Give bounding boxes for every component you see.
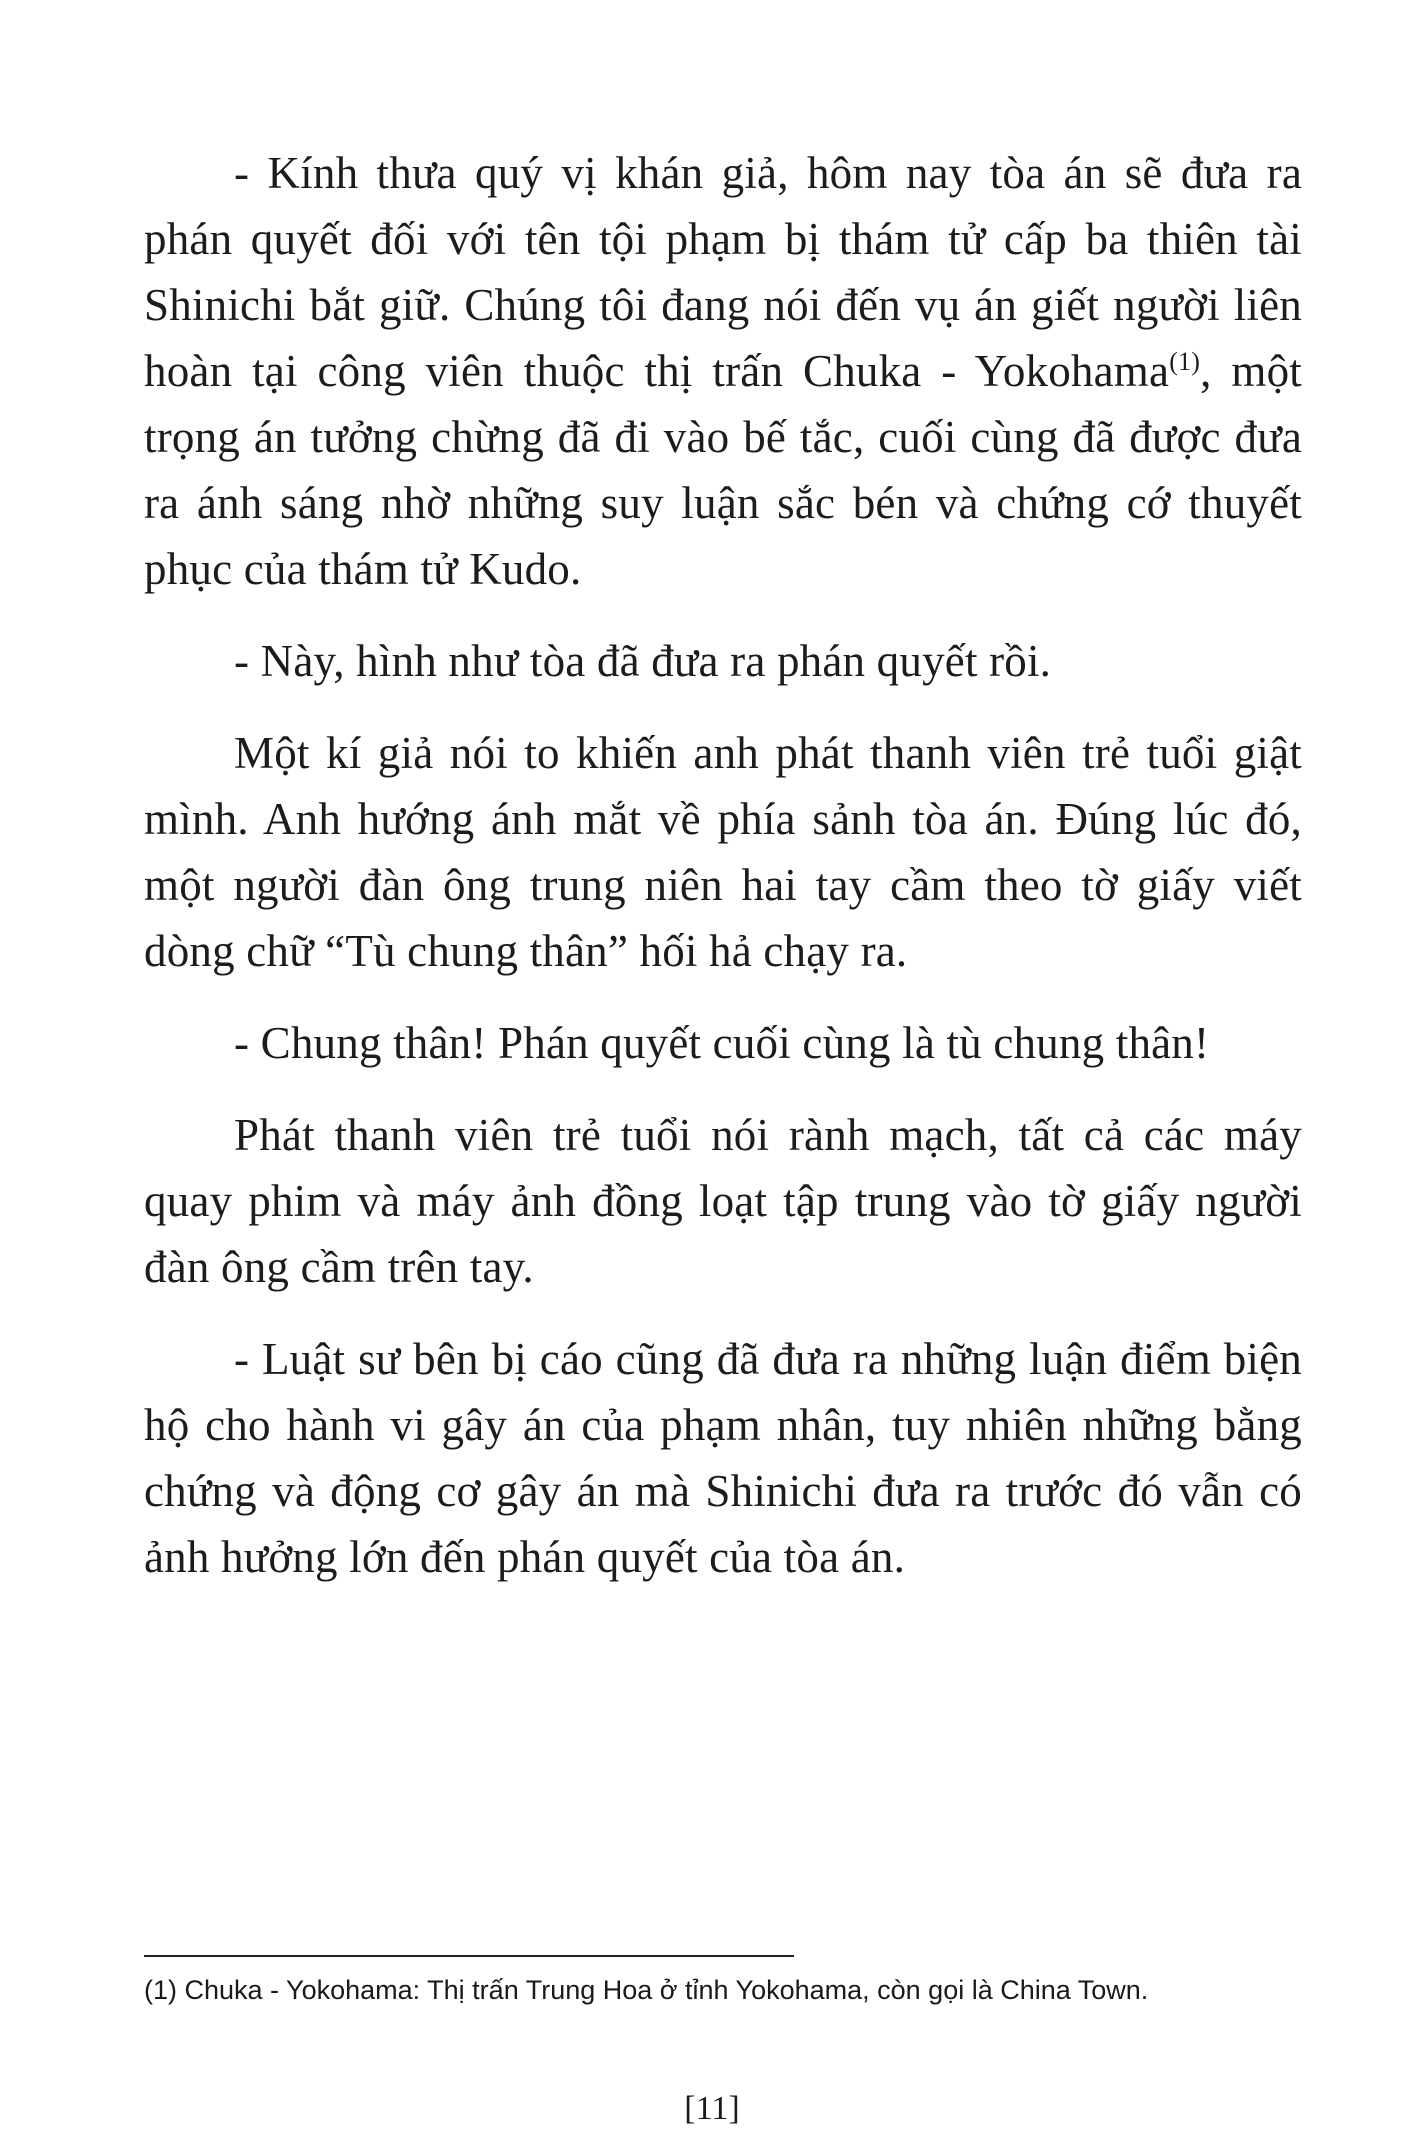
footnote: (1) Chuka - Yokohama: Thị trấn Trung Hoa ở tỉnh Yokohama, còn gọi là China Town. [144, 1975, 1149, 2005]
paragraph-3: Một kí giả nói to khiến anh phát thanh viên trẻ tuổi giật mình. Anh hướng ánh mắt về phía sảnh tòa án. Đúng lúc đó, một người đàn ông trung niên hai tay cầm theo tờ giấy viết dòng chữ “Tù chung thân” hối hả chạy ra. [144, 728, 1302, 976]
paragraph-1-before: - Kính thưa quý vị khán giả, hôm nay tòa án sẽ đưa ra phán quyết đối với tên tội phạm bị thám tử cấp ba thiên tài Shinichi bắt giữ. Chúng tôi đang nói đến vụ án giết người liên hoàn tại công viên thuộc thị trấn Chuka - Yokohama [144, 148, 1302, 396]
paragraph-6: - Luật sư bên bị cáo cũng đã đưa ra những luận điểm biện hộ cho hành vi gây án của phạm nhân, tuy nhiên những bằng chứng và động cơ gây án mà Shinichi đưa ra trước đó vẫn có ảnh hưởng lớn đến phán quyết của tòa án. [144, 1334, 1302, 1582]
page-number: [11] [684, 2090, 740, 2127]
body-text [144, 140, 1302, 1616]
paragraph-1 [144, 140, 1302, 602]
paragraph-4: - Chung thân! Phán quyết cuối cùng là tù chung thân! [234, 1018, 1210, 1068]
paragraph-1-after: , một trọng án tưởng chừng đã đi vào bế tắc, cuối cùng đã được đưa ra ánh sáng nhờ những suy luận sắc bén và chứng cớ thuyết phục của thám tử Kudo. [144, 346, 1302, 594]
footnote-divider [144, 1955, 794, 1957]
paragraph-5: Phát thanh viên trẻ tuổi nói rành mạch, tất cả các máy quay phim và máy ảnh đồng loạt tập trung vào tờ giấy người đàn ông cầm trên tay. [144, 1110, 1302, 1292]
footnote-marker: (1) [1169, 347, 1201, 376]
paragraph-2: - Này, hình như tòa đã đưa ra phán quyết rồi. [234, 636, 1052, 686]
